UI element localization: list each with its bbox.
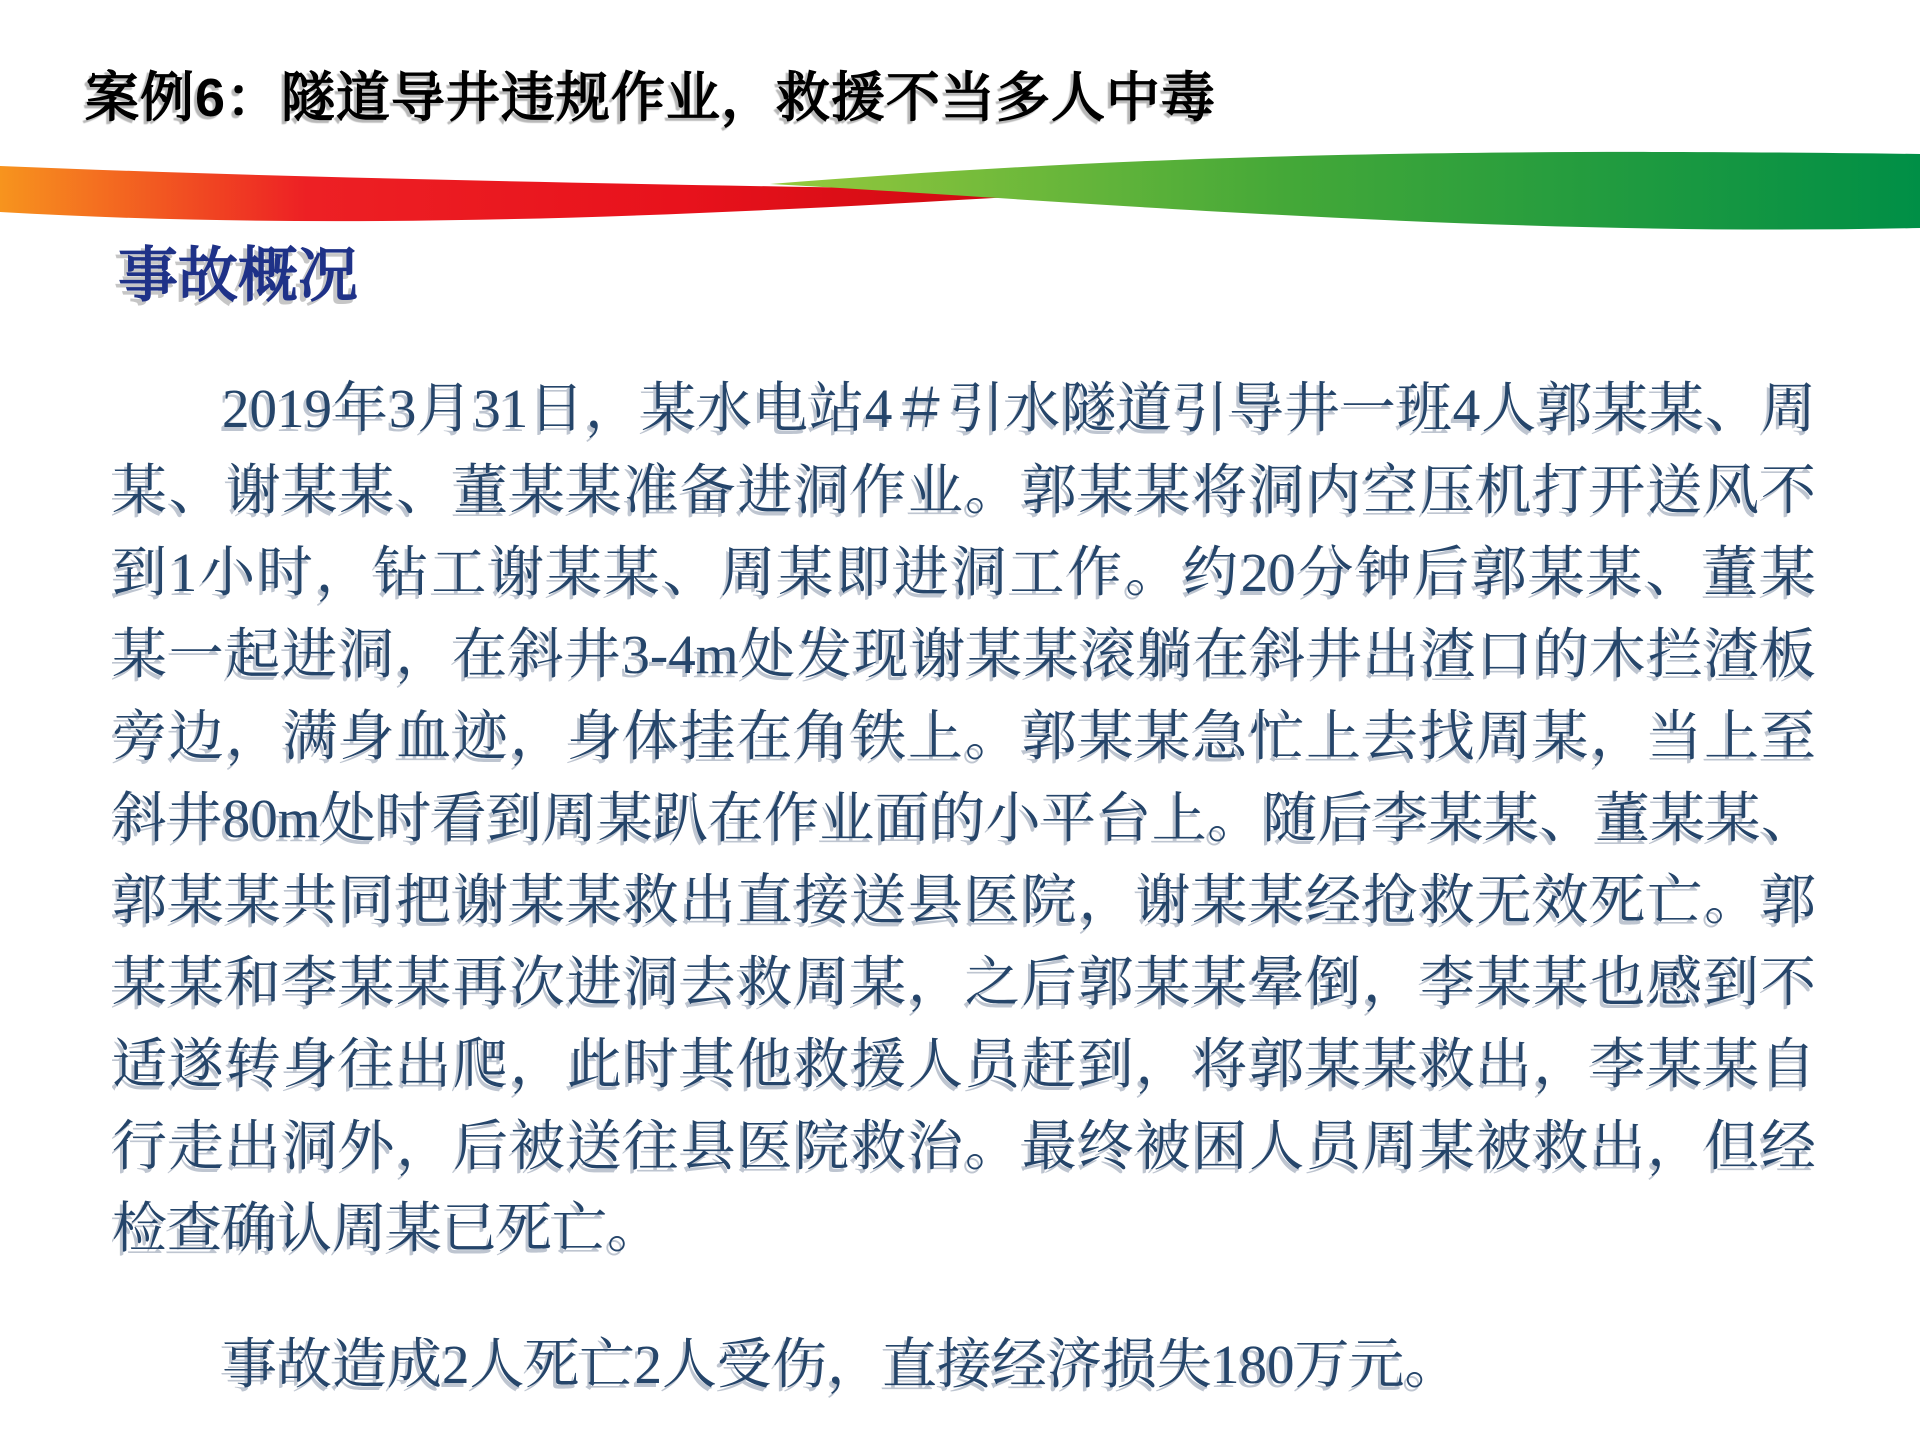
slide-title: 案例6：隧道导井违规作业，救援不当多人中毒 [85,68,1217,128]
body-line: 某某和李某某再次进洞去救周某，之后郭某某晕倒，李某某也感到不 [112,952,1816,1013]
body-line: 某、谢某某、董某某准备进洞作业。郭某某将洞内空压机打开送风不 [112,460,1816,521]
body-line: 适遂转身往出爬，此时其他救援人员赶到，将郭某某救出，李某某自 [112,1034,1816,1095]
accident-overview-text [112,368,1816,1406]
body-line: 某一起进洞，在斜井3-4m处发现谢某某滚躺在斜井出渣口的木拦渣板 [112,624,1816,685]
casualty-summary-line: 事故造成2人死亡2人受伤，直接经济损失180万元。 [222,1334,1460,1395]
body-line: 行走出洞外，后被送往县医院救治。最终被困人员周某被救出，但经 [112,1116,1816,1177]
body-line: 2019年3月31日，某水电站4＃引水隧道引导井一班4人郭某某、周 [222,378,1816,439]
section-heading: 事故概况 [118,242,358,309]
body-line: 旁边，满身血迹，身体挂在角铁上。郭某某急忙上去找周某，当上至 [112,706,1816,767]
red-ribbon [0,166,1095,221]
body-line: 斜井80m处时看到周某趴在作业面的小平台上。随后李某某、董某某、 [112,788,1816,849]
green-ribbon [770,152,1920,230]
body-line: 到1小时，钻工谢某某、周某即进洞工作。约20分钟后郭某某、董某 [112,542,1816,603]
body-line: 检查确认周某已死亡。 [112,1198,663,1259]
body-line: 郭某某共同把谢某某救出直接送县医院，谢某某经抢救无效死亡。郭 [112,870,1816,931]
